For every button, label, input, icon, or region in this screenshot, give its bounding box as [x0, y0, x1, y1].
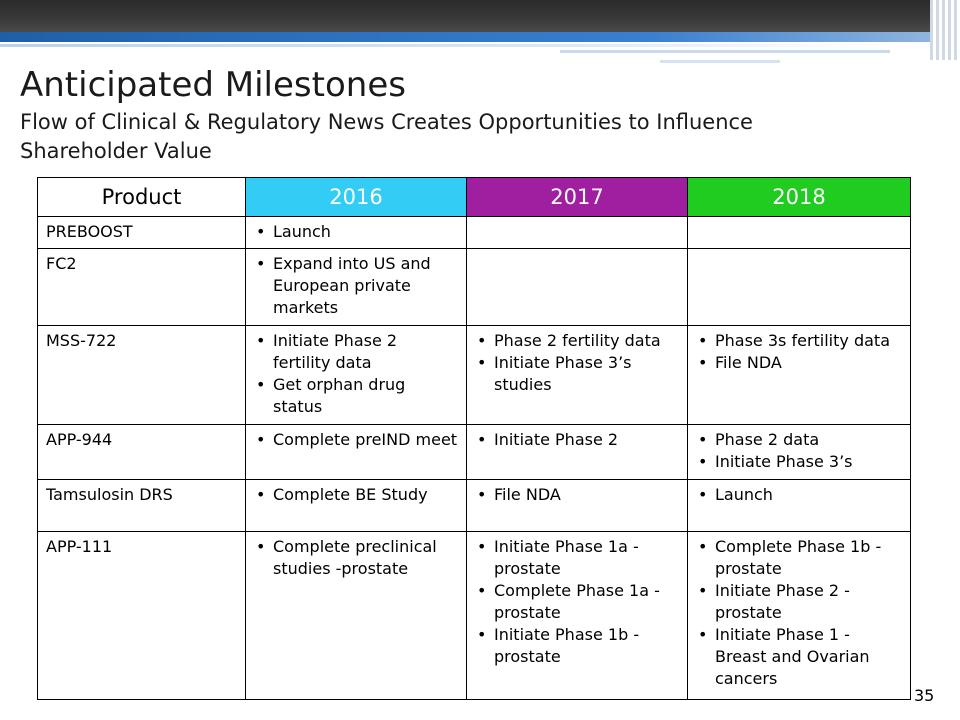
milestones-table	[37, 177, 911, 700]
bullet-icon: •	[698, 485, 708, 504]
list-item	[696, 451, 902, 473]
list-item	[254, 253, 458, 319]
list-item	[254, 536, 458, 580]
milestone-text: Phase 2 fertility data	[494, 331, 661, 350]
table-row	[38, 217, 911, 249]
milestone-cell-2016	[246, 326, 467, 425]
milestone-text: Complete preIND meet	[273, 430, 458, 449]
bullet-icon: •	[256, 485, 266, 504]
milestone-list	[475, 429, 679, 451]
header-product: Product	[38, 178, 246, 217]
list-item	[696, 536, 902, 580]
bullet-icon: •	[698, 331, 708, 350]
bullet-icon: •	[477, 353, 487, 372]
milestone-text: Complete preclinical studies -prostate	[273, 537, 437, 578]
milestone-cell-2017	[467, 425, 688, 480]
header-stripe	[560, 50, 890, 53]
milestone-list	[475, 330, 679, 396]
milestone-list	[254, 253, 458, 319]
list-item	[475, 330, 679, 352]
milestone-list	[254, 221, 458, 243]
milestone-list	[696, 484, 902, 506]
header-band-blue	[0, 32, 930, 42]
product-cell: MSS-722	[38, 326, 246, 425]
list-item	[696, 352, 902, 374]
list-item	[696, 330, 902, 352]
bullet-icon: •	[698, 581, 708, 600]
milestone-cell-2018	[688, 217, 911, 249]
bullet-icon: •	[256, 331, 266, 350]
list-item	[696, 429, 902, 451]
list-item	[696, 624, 902, 690]
milestone-text: Get orphan drug status	[273, 375, 406, 416]
milestone-cell-2018	[688, 532, 911, 700]
milestone-list	[254, 429, 458, 451]
milestone-text: Expand into US and European private markets	[273, 254, 431, 317]
milestone-text: Initiate Phase 1a - prostate	[494, 537, 639, 578]
product-cell: APP-944	[38, 425, 246, 480]
header-2017: 2017	[467, 178, 688, 217]
bullet-icon: •	[477, 581, 487, 600]
milestone-list	[696, 536, 902, 690]
milestone-text: File NDA	[715, 353, 782, 372]
milestone-list	[254, 484, 458, 506]
milestone-cell-2018	[688, 480, 911, 532]
milestone-text: Initiate Phase 2 - prostate	[715, 581, 850, 622]
milestone-text: Phase 3s fertility data	[715, 331, 890, 350]
table-row	[38, 249, 911, 326]
milestone-list	[696, 330, 902, 374]
list-item	[475, 352, 679, 396]
bullet-icon: •	[698, 353, 708, 372]
product-cell: PREBOOST	[38, 217, 246, 249]
table-row	[38, 326, 911, 425]
bullet-icon: •	[698, 452, 708, 471]
slide-subtitle: Flow of Clinical & Regulatory News Creates Opportunities to Influence Shareholder Value	[20, 110, 753, 163]
milestone-cell-2016	[246, 532, 467, 700]
list-item	[254, 221, 458, 243]
milestone-text: Phase 2 data	[715, 430, 820, 449]
header-2016: 2016	[246, 178, 467, 217]
milestone-cell-2016	[246, 217, 467, 249]
product-cell: FC2	[38, 249, 246, 326]
milestone-cell-2016	[246, 249, 467, 326]
table-row	[38, 425, 911, 480]
milestone-list	[696, 429, 902, 473]
milestone-cell-2017	[467, 532, 688, 700]
bullet-icon: •	[698, 430, 708, 449]
table-row	[38, 532, 911, 700]
milestone-text: Initiate Phase 2	[494, 430, 619, 449]
header-2018: 2018	[688, 178, 911, 217]
list-item	[254, 484, 458, 506]
milestone-text: Complete Phase 1a - prostate	[494, 581, 660, 622]
list-item	[696, 580, 902, 624]
bullet-icon: •	[477, 430, 487, 449]
bullet-icon: •	[256, 537, 266, 556]
milestone-text: File NDA	[494, 485, 561, 504]
bullet-icon: •	[256, 375, 266, 394]
bullet-icon: •	[477, 485, 487, 504]
milestone-cell-2017	[467, 480, 688, 532]
milestone-text: Initiate Phase 3’s	[715, 452, 853, 471]
milestone-text: Complete Phase 1b - prostate	[715, 537, 882, 578]
milestone-cell-2017	[467, 326, 688, 425]
bullet-icon: •	[477, 625, 487, 644]
slide-title: Anticipated Milestones	[20, 65, 406, 105]
table-row	[38, 480, 911, 532]
bullet-icon: •	[256, 430, 266, 449]
milestone-cell-2018	[688, 249, 911, 326]
bullet-icon: •	[698, 537, 708, 556]
milestone-text: Launch	[715, 485, 773, 504]
list-item	[696, 484, 902, 506]
table-header-row	[38, 178, 911, 217]
header-band-dark	[0, 0, 960, 32]
milestone-list	[475, 536, 679, 668]
bullet-icon: •	[698, 625, 708, 644]
milestone-text: Initiate Phase 2 fertility data	[273, 331, 398, 372]
header-stripe	[660, 60, 780, 63]
list-item	[254, 374, 458, 418]
header-stripe	[0, 44, 880, 47]
bullet-icon: •	[477, 537, 487, 556]
milestone-list	[475, 484, 679, 506]
milestone-cell-2016	[246, 480, 467, 532]
milestone-cell-2018	[688, 326, 911, 425]
table-body	[38, 217, 911, 700]
list-item	[475, 536, 679, 580]
list-item	[475, 484, 679, 506]
bullet-icon: •	[477, 331, 487, 350]
bullet-icon: •	[256, 254, 266, 273]
bullet-icon: •	[256, 222, 266, 241]
product-cell: APP-111	[38, 532, 246, 700]
milestone-cell-2016	[246, 425, 467, 480]
list-item	[475, 580, 679, 624]
milestone-list	[254, 330, 458, 418]
milestone-text: Launch	[273, 222, 331, 241]
page-number: 35	[914, 686, 935, 705]
milestone-text: Initiate Phase 1 - Breast and Ovarian cancers	[715, 625, 870, 688]
corner-decoration	[930, 0, 960, 60]
list-item	[475, 624, 679, 668]
milestone-text: Initiate Phase 1b - prostate	[494, 625, 640, 666]
list-item	[254, 330, 458, 374]
list-item	[475, 429, 679, 451]
milestone-cell-2017	[467, 217, 688, 249]
list-item	[254, 429, 458, 451]
milestone-text: Initiate Phase 3’s studies	[494, 353, 632, 394]
product-cell: Tamsulosin DRS	[38, 480, 246, 532]
milestone-text: Complete BE Study	[273, 485, 428, 504]
milestone-cell-2017	[467, 249, 688, 326]
milestone-list	[254, 536, 458, 580]
milestone-cell-2018	[688, 425, 911, 480]
